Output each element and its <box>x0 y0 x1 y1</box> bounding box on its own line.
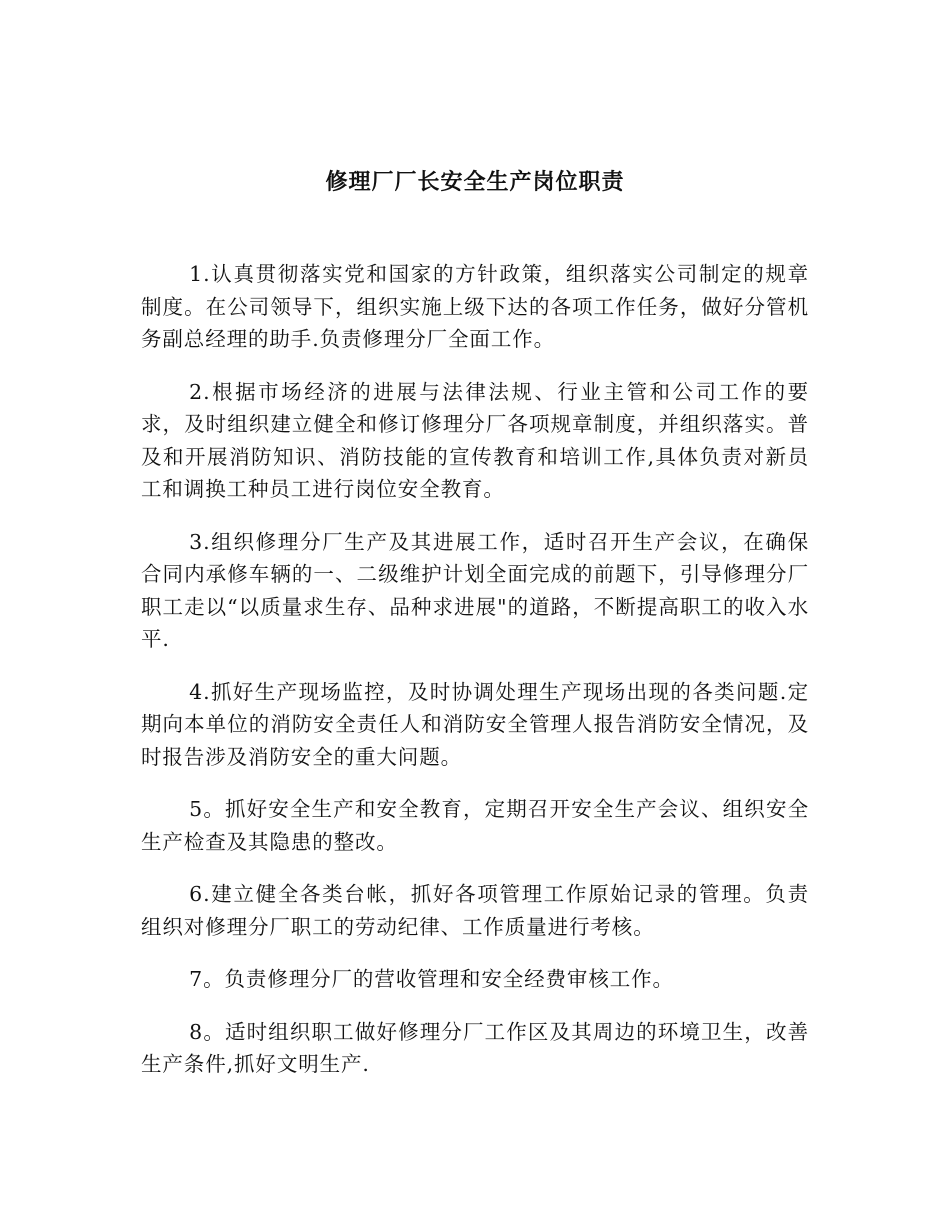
duty-item-1: 1.认真贯彻落实党和国家的方针政策，组织落实公司制定的规章制度。在公司领导下，组织实施上级下达的各项工作任务，做好分管机务副总经理的助手.负责修理分厂全面工作。 <box>141 262 809 351</box>
duty-item-7: 7。负责修理分厂的营收管理和安全经费审核工作。 <box>189 967 674 991</box>
duty-item-4: 4.抓好生产现场监控，及时协调处理生产现场出现的各类问题.定期向本单位的消防安全责任人和消防安全管理人报告消防安全情况，及时报告涉及消防安全的重大问题。 <box>141 679 809 769</box>
duty-item-6: 6.建立健全各类台帐，抓好各项管理工作原始记录的管理。负责组织对修理分厂职工的劳动纪律、工作质量进行考核。 <box>141 882 809 939</box>
document-body <box>141 258 809 1101</box>
document-title: 修理厂厂长安全生产岗位职责 <box>325 169 625 195</box>
duty-item-2: 2.根据市场经济的进展与法律法规、行业主管和公司工作的要求，及时组织建立健全和修订修理分厂各项规章制度，并组织落实。普及和开展消防知识、消防技能的宣传教育和培训工作,具体负责对新员工和调换工种员工进行岗位安全教育。 <box>141 379 809 501</box>
duty-item-3: 3.组织修理分厂生产及其进展工作，适时召开生产会议，在确保合同内承修车辆的一、二级维护计划全面完成的前题下，引导修理分厂职工走以“以质量求生存、品种求进展"的道路，不断提高职工的收入水平. <box>141 529 809 651</box>
duty-item-8: 8。适时组织职工做好修理分厂工作区及其周边的环境卫生，改善生产条件,抓好文明生产. <box>141 1019 809 1076</box>
duty-item-5: 5。抓好安全生产和安全教育，定期召开安全生产会议、组织安全生产检查及其隐患的整改。 <box>141 797 809 854</box>
